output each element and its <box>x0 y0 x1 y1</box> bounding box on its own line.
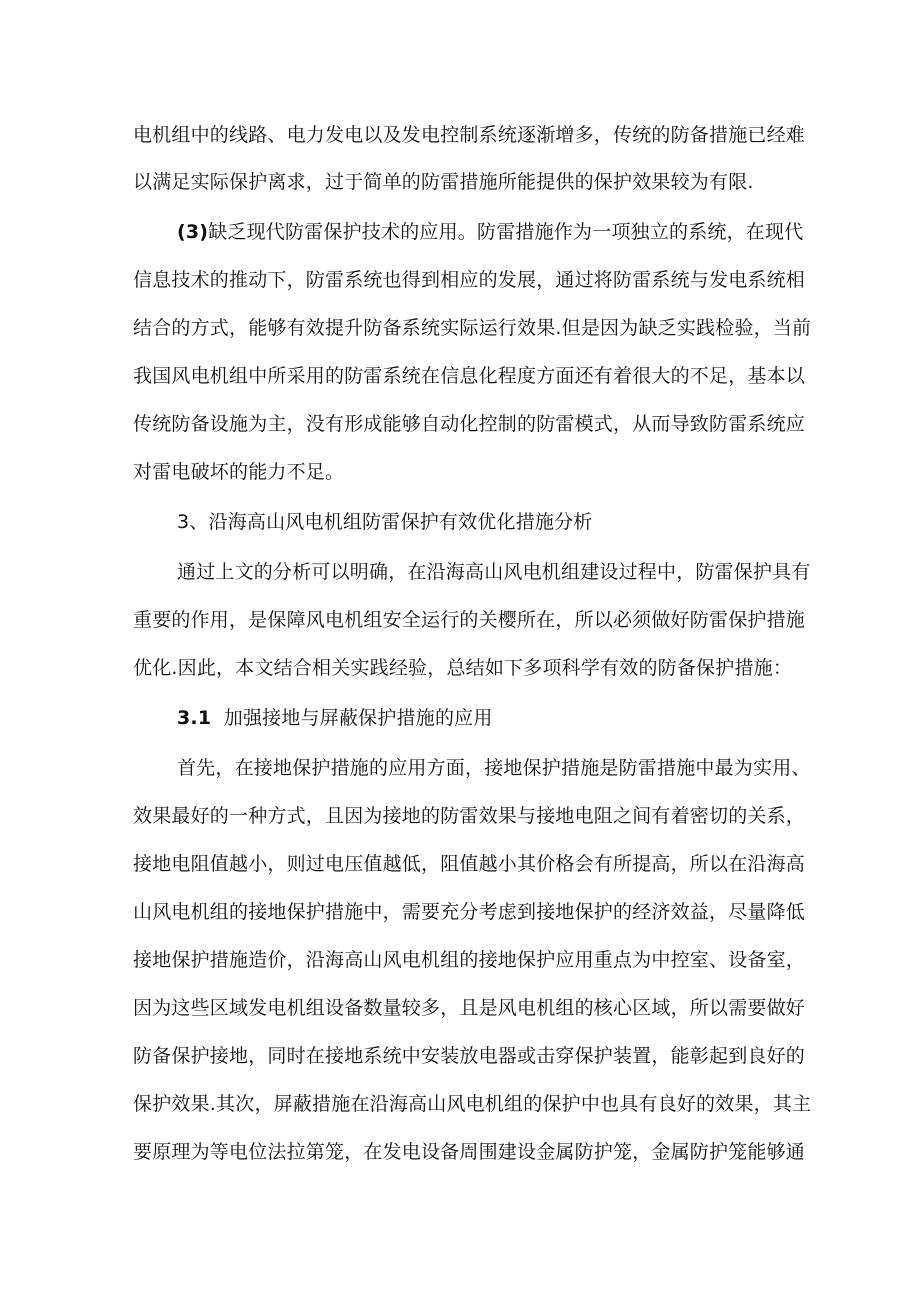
paragraph-4-line-2: 效果最好的一种方式，且因为接地的防雷效果与接地电阻之间有着密切的关系， <box>133 805 806 827</box>
paragraph-4-line-9: 要原理为等电位法拉第笼，在发电设备周围建设金属防护笼，金属防护笼能够通 <box>133 1141 806 1163</box>
paragraph-2-line-5: 传统防备设施为主，没有形成能够自动化控制的防雷模式，从而导致防雷系统应 <box>133 413 806 435</box>
section-heading-3: 3、沿海高山风电机组防雷保护有效优化措施分析 <box>177 511 593 533</box>
paragraph-4-line-5: 接地保护措施造价，沿海高山风电机组的接地保护应用重点为中控室、设备室， <box>133 949 806 971</box>
section-title: 加强接地与屏蔽保护措施的应用 <box>223 707 493 729</box>
paragraph-1-line-2: 以满足实际保护离求，过于简单的防雷措施所能提供的保护效果较为有限. <box>133 171 754 193</box>
list-marker: (3) <box>177 221 209 243</box>
paragraph-1-line-1: 电机组中的线路、电力发电以及发电控制系统逐渐增多，传统的防备措施已经难 <box>133 124 806 146</box>
section-heading-3-1 <box>177 706 493 730</box>
paragraph-4-line-6: 因为这些区域发电机组设备数量较多，且是风电机组的核心区域，所以需要做好 <box>133 997 806 1019</box>
paragraph-2-line-4: 我国风电机组中所采用的防雷系统在信息化程度方面还有着很大的不足，基本以 <box>133 365 806 387</box>
paragraph-4-line-7: 防备保护接地，同时在接地系统中安装放电器或击穿保护装置，能彰起到良好的 <box>133 1045 806 1067</box>
section-number: 3.1 <box>177 707 212 729</box>
paragraph-2-line-1 <box>177 220 803 244</box>
paragraph-2-line-1-text: 缺乏现代防雷保护技术的应用。防雷措施作为一项独立的系统，在现代 <box>208 221 804 243</box>
paragraph-4-line-4: 山风电机组的接地保护措施中，需要充分考虑到接地保护的经济效益，尽量降低 <box>133 901 806 923</box>
paragraph-3-line-1: 通过上文的分析可以明确，在沿海高山风电机组建设过程中，防雷保护具有 <box>177 561 811 583</box>
paragraph-4-line-3: 接地电阻值越小，则过电压值越低，阻值越小其价格会有所提高，所以在沿海高 <box>133 853 806 875</box>
paragraph-2-line-3: 结合的方式，能够有效提升防备系统实际运行效果.但是因为缺乏实践检验，当前 <box>133 317 812 339</box>
paragraph-4-line-8: 保护效果.其次，屏蔽措施在沿海高山风电机组的保护中也具有良好的效果，其主 <box>133 1093 812 1115</box>
paragraph-3-line-2: 重要的作用，是保障风电机组安全运行的关樱所在，所以必须做好防雷保护措施 <box>133 609 806 631</box>
paragraph-2-line-2: 信息技术的推动下，防雷系统也得到相应的发展，通过将防雷系统与发电系统相 <box>133 269 806 291</box>
paragraph-2-line-6: 对雷电破坏的能力不足。 <box>133 461 345 483</box>
paragraph-4-line-1: 首先，在接地保护措施的应用方面，接地保护措施是防雷措施中最为实用、 <box>177 757 811 779</box>
paragraph-3-line-3: 优化.因此，本文结合相关实践经验，总结如下多项科学有效的防备保护措施： <box>133 657 793 679</box>
